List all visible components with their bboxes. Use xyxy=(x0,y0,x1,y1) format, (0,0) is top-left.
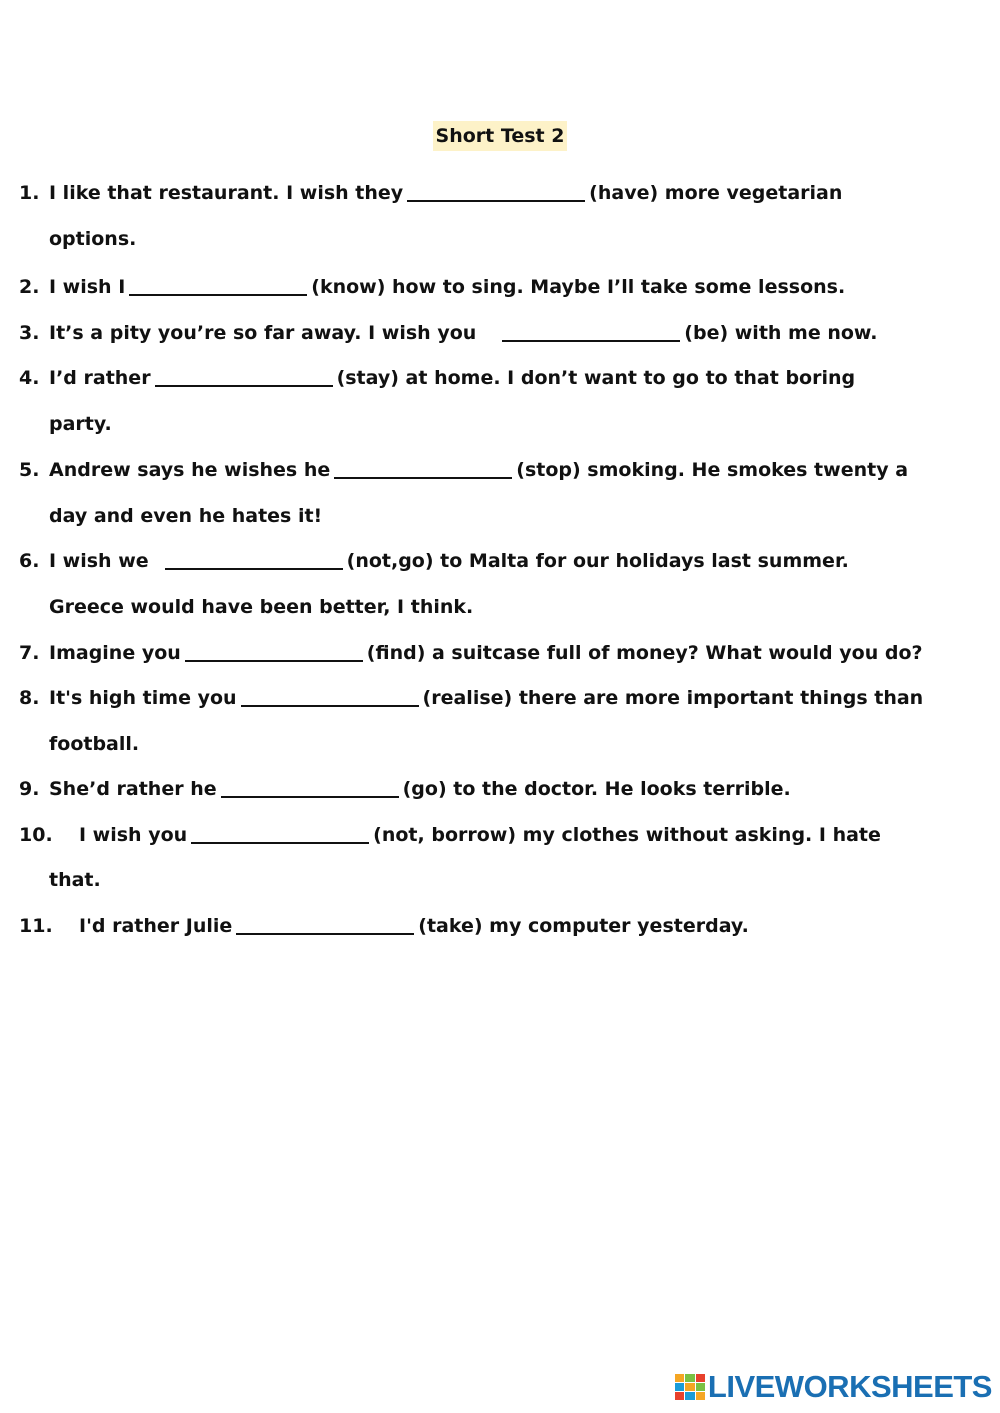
question-11 xyxy=(19,912,749,940)
question-number: 6. xyxy=(19,550,40,572)
answer-blank-4[interactable] xyxy=(155,385,333,387)
question-number: 2. xyxy=(19,276,40,298)
question-4-continuation: party. xyxy=(49,413,112,435)
answer-blank-3[interactable] xyxy=(502,340,680,342)
question-1 xyxy=(19,179,842,207)
question-text-before: She’d rather he xyxy=(49,778,217,800)
answer-blank-7[interactable] xyxy=(185,660,363,662)
question-text-before: I like that restaurant. I wish they xyxy=(49,182,404,204)
question-2 xyxy=(19,273,845,301)
brand-name: LIVEWORKSHEETS xyxy=(707,1369,992,1404)
question-number: 3. xyxy=(19,322,40,344)
question-9 xyxy=(19,775,791,803)
question-text-after: (stay) at home. I don’t want to go to that boring xyxy=(336,367,856,389)
question-text-after: (have) more vegetarian xyxy=(589,182,843,204)
answer-blank-10[interactable] xyxy=(191,842,369,844)
question-text-before: I wish I xyxy=(49,276,126,298)
question-number: 11. xyxy=(19,915,53,937)
answer-blank-6[interactable] xyxy=(165,568,343,570)
answer-blank-8[interactable] xyxy=(241,705,419,707)
question-text-before: I’d rather xyxy=(49,367,151,389)
question-number: 8. xyxy=(19,687,40,709)
question-number: 1. xyxy=(19,182,40,204)
question-1-continuation: options. xyxy=(49,228,137,250)
question-number: 4. xyxy=(19,367,40,389)
question-5 xyxy=(19,456,908,484)
question-6 xyxy=(19,547,849,575)
question-text-after: (know) how to sing. Maybe I’ll take some lessons. xyxy=(311,276,846,298)
question-text-after: (take) my computer yesterday. xyxy=(418,915,749,937)
question-6-continuation: Greece would have been better, I think. xyxy=(49,596,474,618)
question-5-continuation: day and even he hates it! xyxy=(49,505,323,527)
logo-mark-icon xyxy=(675,1374,705,1400)
question-4 xyxy=(19,364,855,392)
question-text-after: (go) to the doctor. He looks terrible. xyxy=(402,778,791,800)
question-text-after: (not,go) to Malta for our holidays last summer. xyxy=(346,550,849,572)
answer-blank-9[interactable] xyxy=(221,796,399,798)
question-text-before: It’s a pity you’re so far away. I wish you xyxy=(49,322,477,344)
question-text-after: (find) a suitcase full of money? What would you do? xyxy=(366,642,923,664)
answer-blank-2[interactable] xyxy=(129,294,307,296)
question-text-after: (be) with me now. xyxy=(684,322,878,344)
answer-blank-5[interactable] xyxy=(334,477,512,479)
question-text-before: It's high time you xyxy=(49,687,237,709)
answer-blank-1[interactable] xyxy=(407,200,585,202)
question-3 xyxy=(19,319,877,347)
question-text-before: I wish we xyxy=(49,550,149,572)
question-number: 7. xyxy=(19,642,40,664)
question-7 xyxy=(19,639,923,667)
answer-blank-11[interactable] xyxy=(236,933,414,935)
question-text-before: I'd rather Julie xyxy=(79,915,233,937)
question-8 xyxy=(19,684,923,712)
question-10-continuation: that. xyxy=(49,869,101,891)
liveworksheets-logo xyxy=(675,1369,992,1405)
question-text-before: Andrew says he wishes he xyxy=(49,459,331,481)
question-number: 10. xyxy=(19,824,53,846)
question-8-continuation: football. xyxy=(49,733,140,755)
question-text-before: Imagine you xyxy=(49,642,181,664)
question-number: 9. xyxy=(19,778,40,800)
question-number: 5. xyxy=(19,459,40,481)
question-text-after: (realise) there are more important things than xyxy=(422,687,924,709)
page-title: Short Test 2 xyxy=(433,121,568,151)
question-10 xyxy=(19,821,881,849)
question-text-after: (not, borrow) my clothes without asking. I hate xyxy=(373,824,881,846)
question-text-after: (stop) smoking. He smokes twenty a xyxy=(516,459,909,481)
question-text-before: I wish you xyxy=(79,824,188,846)
title-container xyxy=(0,121,1000,151)
